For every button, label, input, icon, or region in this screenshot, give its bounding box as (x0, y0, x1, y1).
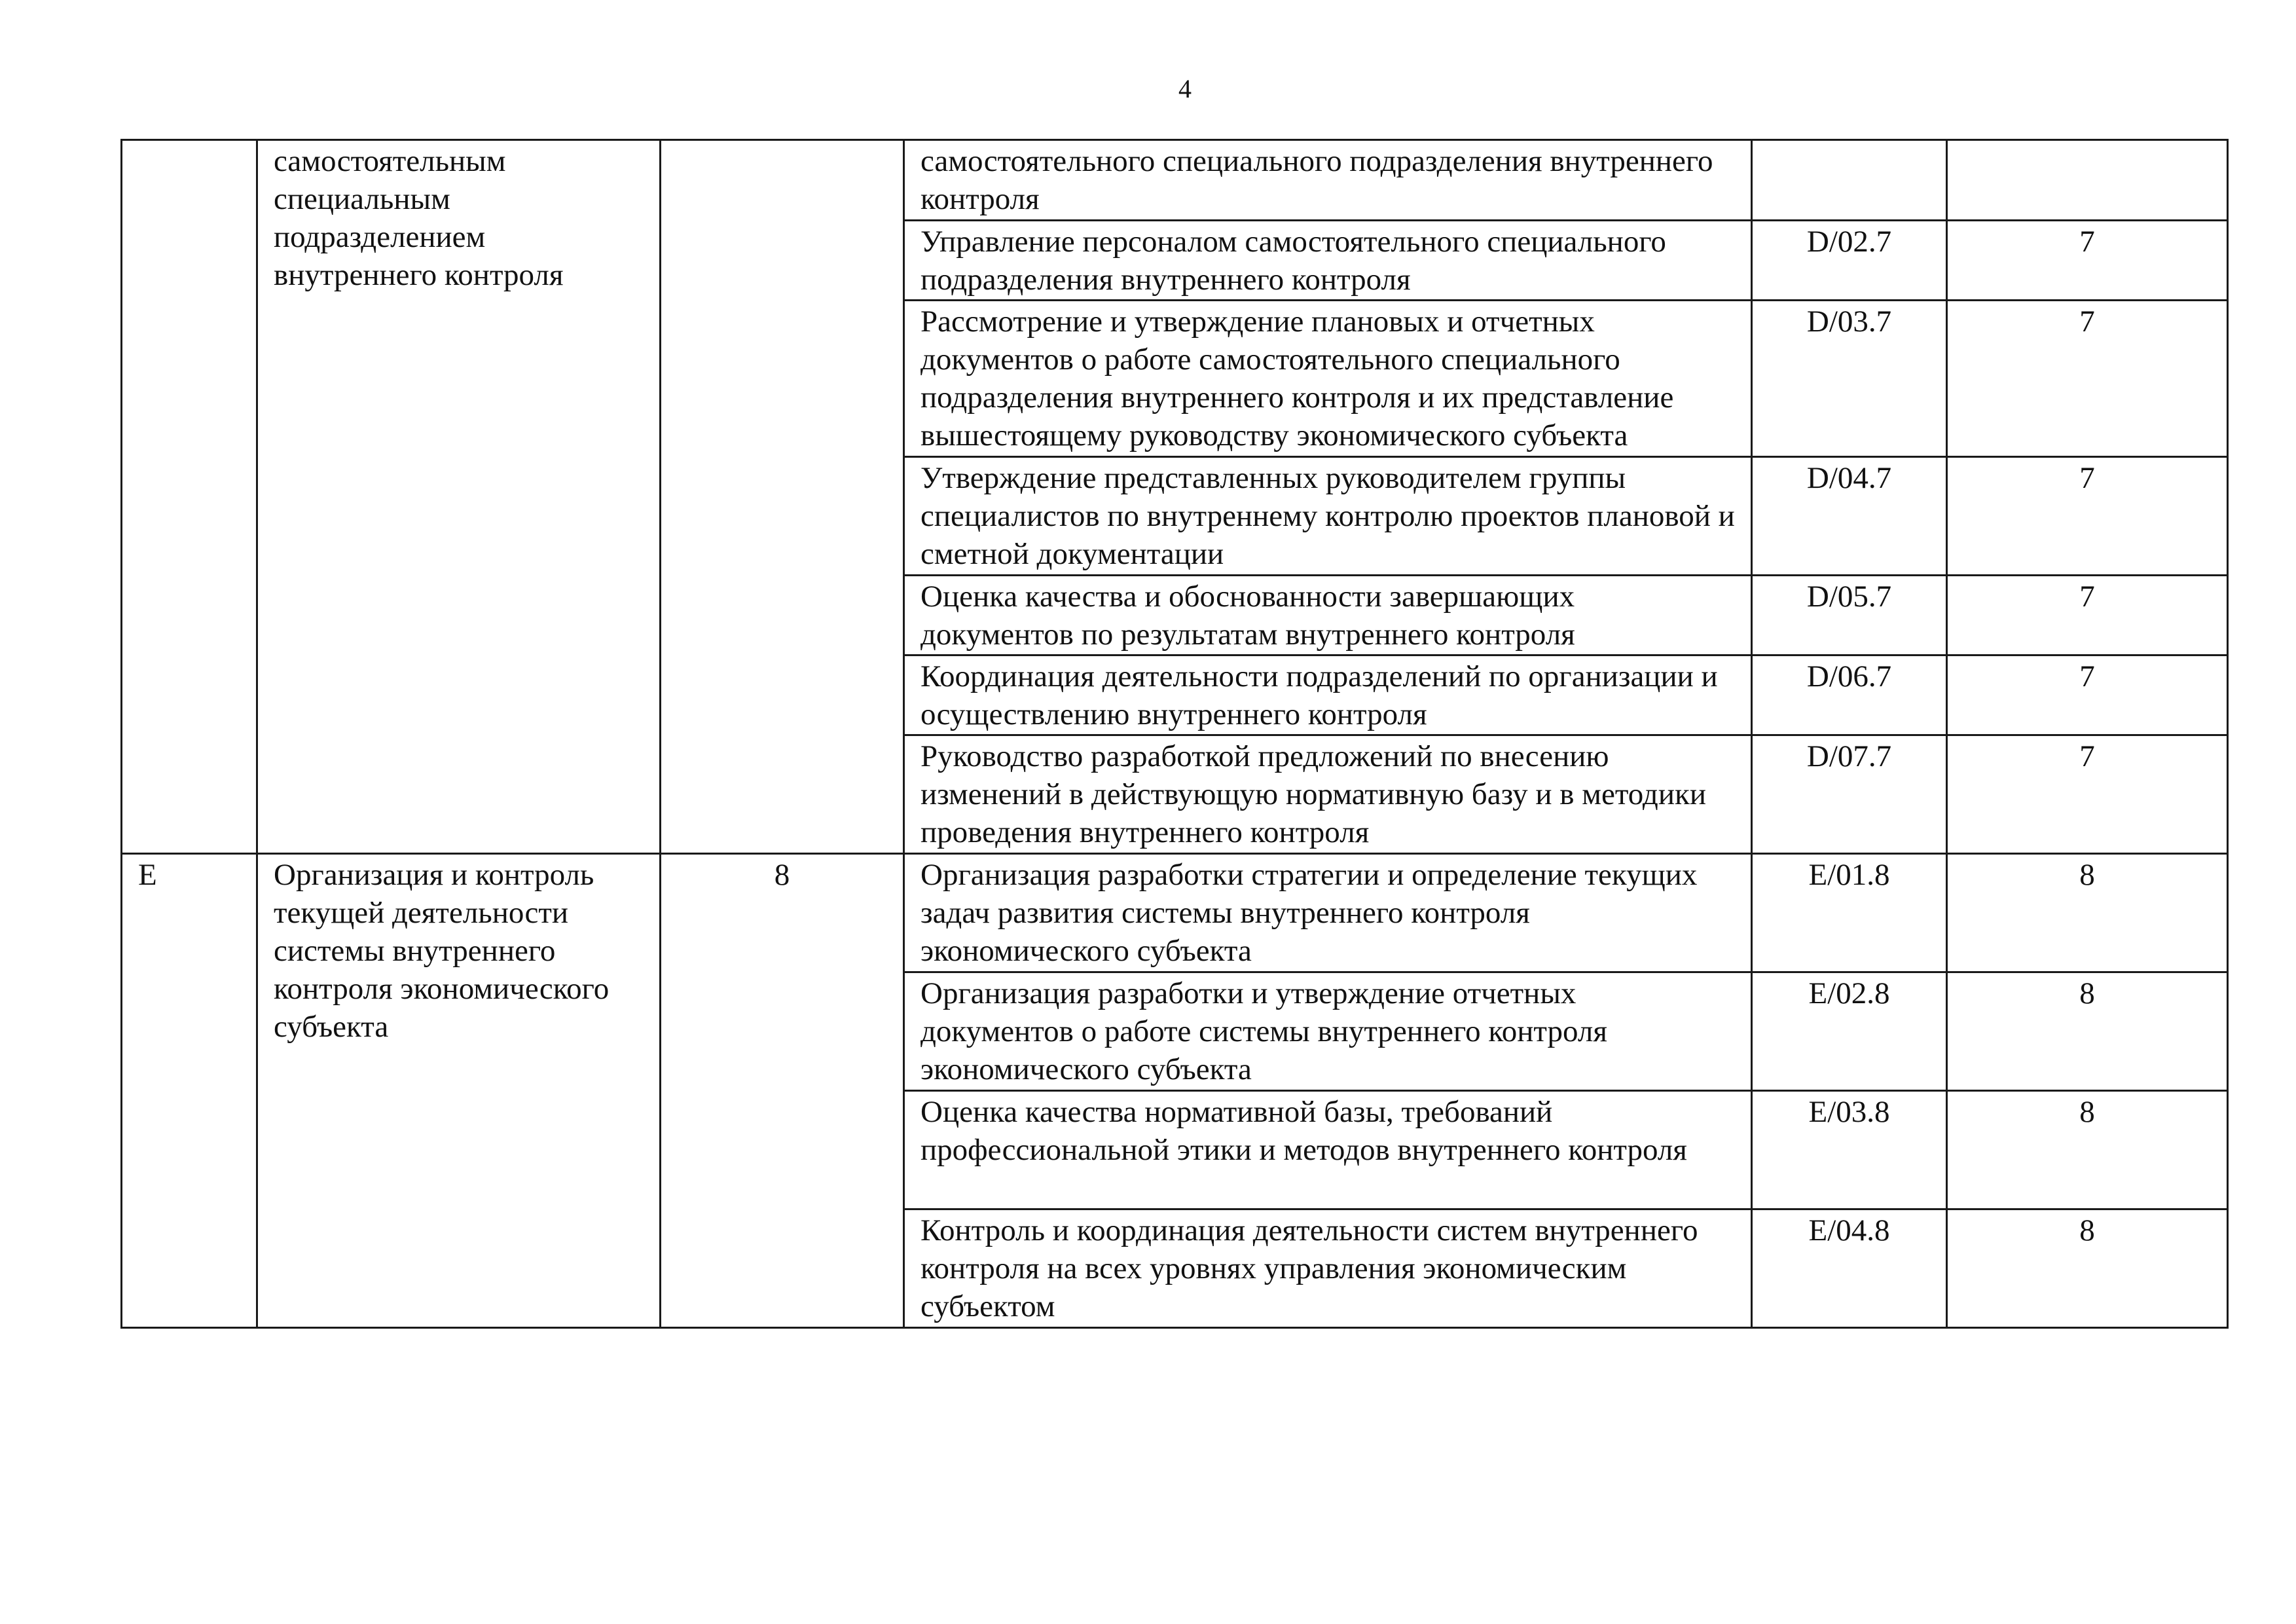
function-name-cell: Организация разработки стратегии и определение текущих задач развития системы внутреннего контроля экономического субъекта (904, 854, 1752, 972)
function-code-cell: D/07.7 (1752, 735, 1947, 854)
function-name-cell: Оценка качества и обоснованности завершающих документов по результатам внутреннего контроля (904, 576, 1752, 655)
function-level-cell: 7 (1947, 655, 2228, 735)
function-name-cell: Оценка качества нормативной базы, требований профессиональной этики и методов внутреннего контроля (904, 1091, 1752, 1209)
function-level-cell (1947, 140, 2228, 221)
function-name-cell: Рассмотрение и утверждение плановых и отчетных документов о работе самостоятельного специального подразделения внутреннего контроля и их представление вышестоящему руководству экономического субъекта (904, 301, 1752, 457)
function-level-cell: 7 (1947, 221, 2228, 301)
function-code-cell: E/04.8 (1752, 1209, 1947, 1328)
function-code-cell: E/02.8 (1752, 972, 1947, 1091)
function-code-cell: E/03.8 (1752, 1091, 1947, 1209)
group-name-cell: Организация и контроль текущей деятельности системы внутреннего контроля экономического субъекта (257, 854, 661, 1328)
function-level-cell: 7 (1947, 301, 2228, 457)
function-level-cell: 8 (1947, 1209, 2228, 1328)
function-code-cell: D/04.7 (1752, 457, 1947, 576)
function-name-cell: Контроль и координация деятельности систем внутреннего контроля на всех уровнях управления экономическим субъектом (904, 1209, 1752, 1328)
function-code-cell: D/05.7 (1752, 576, 1947, 655)
function-name-cell: Руководство разработкой предложений по внесению изменений в действующую нормативную базу и в методики проведения внутреннего контроля (904, 735, 1752, 854)
function-name-cell: Координация деятельности подразделений по организации и осуществлению внутреннего контроля (904, 655, 1752, 735)
group-name-cell: самостоятельным специальным подразделением внутреннего контроля (257, 140, 661, 854)
function-code-cell (1752, 140, 1947, 221)
function-name-cell: Управление персоналом самостоятельного специального подразделения внутреннего контроля (904, 221, 1752, 301)
function-level-cell: 7 (1947, 735, 2228, 854)
function-level-cell: 8 (1947, 972, 2228, 1091)
function-name-cell: самостоятельного специального подразделения внутреннего контроля (904, 140, 1752, 221)
function-level-cell: 8 (1947, 1091, 2228, 1209)
function-name-cell: Организация разработки и утверждение отчетных документов о работе системы внутреннего контроля экономического субъекта (904, 972, 1752, 1091)
function-code-cell: D/03.7 (1752, 301, 1947, 457)
page-number: 4 (1178, 74, 1192, 103)
function-code-cell: D/02.7 (1752, 221, 1947, 301)
labor-functions-table (120, 139, 2229, 1329)
table-row (122, 854, 2228, 972)
group-code-cell (122, 140, 257, 854)
function-name-cell: Утверждение представленных руководителем группы специалистов по внутреннему контролю проектов плановой и сметной документации (904, 457, 1752, 576)
group-level-cell: 8 (661, 854, 904, 1328)
group-level-cell (661, 140, 904, 854)
function-level-cell: 8 (1947, 854, 2228, 972)
function-code-cell: E/01.8 (1752, 854, 1947, 972)
group-code-cell: E (122, 854, 257, 1328)
function-level-cell: 7 (1947, 576, 2228, 655)
function-code-cell: D/06.7 (1752, 655, 1947, 735)
function-level-cell: 7 (1947, 457, 2228, 576)
table-row (122, 140, 2228, 221)
